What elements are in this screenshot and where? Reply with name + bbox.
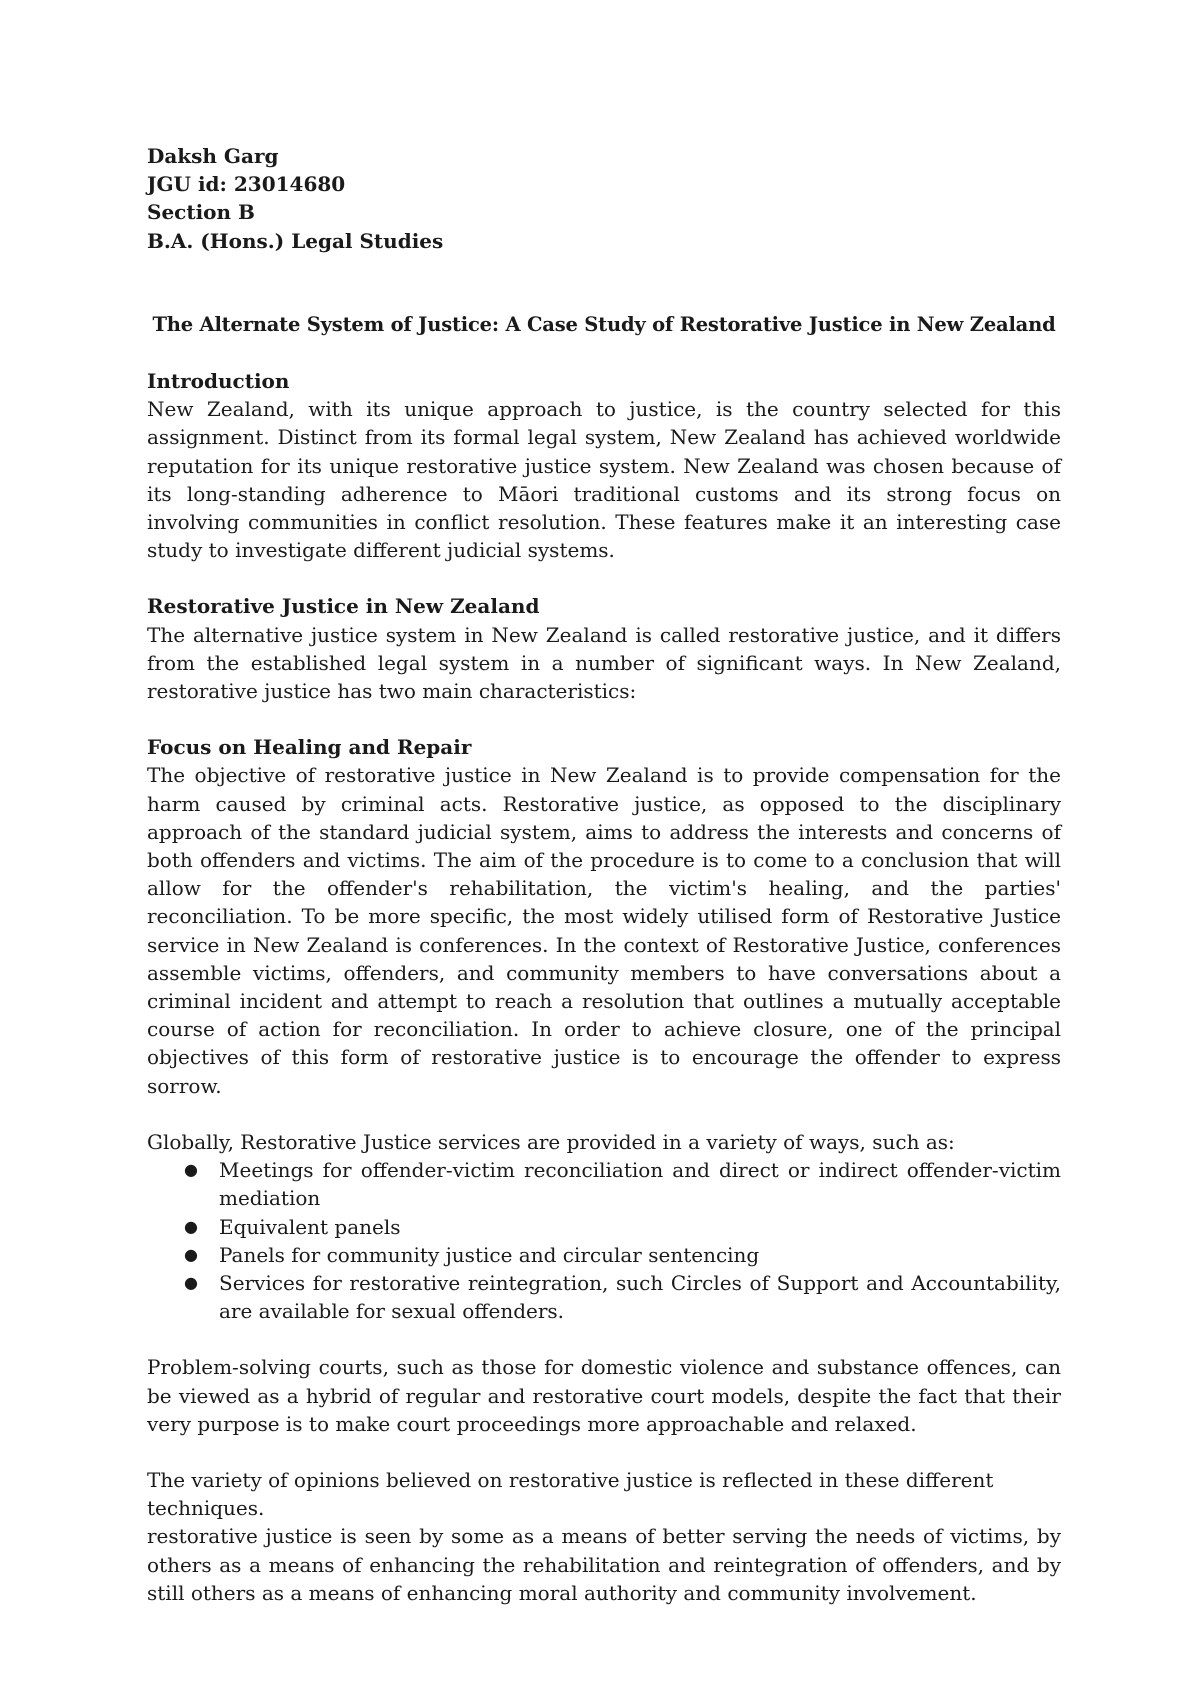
list-item — [184, 1213, 1061, 1241]
bullet-icon: ● — [184, 1216, 198, 1236]
list-item-text: Equivalent panels — [219, 1214, 401, 1239]
global-lead-text: Globally, Restorative Justice services are provided in a variety of ways, such as: — [147, 1129, 955, 1154]
opinions-paragraph: restorative justice is seen by some as a means of better serving the needs of victims, by others as a means of enhancing the rehabilitation and reintegration of offenders, and by still others as a means of enhancing moral authority and community involvement. — [147, 1524, 1061, 1605]
author-block — [147, 142, 1061, 255]
introduction-paragraph: New Zealand, with its unique approach to justice, is the country selected for this assignment. Distinct from its formal legal system, New Zealand has achieved worldwide reputation for its unique restorative justice system. New Zealand was chosen because of its long-standing adherence to Māori traditional customs and its strong focus on involving communities in conflict resolution. These features make it an interesting case study to investigate different judicial systems. — [147, 397, 1061, 563]
restorative-justice-heading: Restorative Justice in New Zealand — [147, 594, 540, 619]
list-item-text: Services for restorative reintegration, such Circles of Support and Accountability, are available for sexual offenders. — [219, 1270, 1061, 1324]
opinions-first-line: The variety of opinions believed on restorative justice is reflected in these different techniques. — [147, 1467, 994, 1521]
courts-paragraph: Problem-solving courts, such as those for domestic violence and substance offences, can be viewed as a hybrid of regular and restorative court models, despite the fact that their very purpose is to make court proceedings more approachable and relaxed. — [147, 1355, 1061, 1436]
section-restorative-justice-nz — [147, 592, 1061, 705]
list-item-text: Panels for community justice and circular sentencing — [219, 1242, 760, 1267]
section-global-services — [147, 1128, 1061, 1325]
restorative-justice-paragraph: The alternative justice system in New Zealand is called restorative justice, and it differs from the established legal system in a number of significant ways. In New Zealand, restorative justice has two main characteristics: — [147, 622, 1061, 704]
services-list — [147, 1156, 1061, 1325]
section-introduction — [147, 367, 1061, 564]
bullet-icon: ● — [184, 1160, 198, 1180]
list-item — [184, 1156, 1061, 1212]
healing-paragraph: The objective of restorative justice in New Zealand is to provide compensation for the harm caused by criminal acts. Restorative justice, as opposed to the disciplinary approach of the standard judicial system, aims to address the interests and concerns of both offenders and victims. The aim of the procedure is to come to a conclusion that will allow for the offender's rehabilitation, the victim's healing, and the parties' reconciliation. To be more specific, the most widely utilised form of Restorative Justice service in New Zealand is conferences. In the context of Restorative Justice, conferences assemble victims, offenders, and community members to have conversations about a criminal incident and attempt to reach a resolution that outlines a mutually acceptable course of action for reconciliation. In order to achieve closure, one of the principal objectives of this form of restorative justice is to encourage the offender to express sorrow. — [147, 763, 1061, 1098]
healing-heading: Focus on Healing and Repair — [147, 735, 472, 760]
document-page — [147, 142, 1061, 1607]
list-item — [184, 1269, 1061, 1325]
bullet-icon: ● — [184, 1272, 198, 1292]
author-id: JGU id: 23014680 — [147, 172, 346, 197]
section-healing-repair — [147, 733, 1061, 1100]
author-name: Daksh Garg — [147, 144, 279, 168]
author-programme: B.A. (Hons.) Legal Studies — [147, 228, 444, 253]
bullet-icon: ● — [184, 1244, 198, 1264]
list-item-text: Meetings for offender-victim reconciliation and direct or indirect offender-victim mediation — [219, 1158, 1061, 1211]
section-opinions — [147, 1466, 1061, 1607]
introduction-heading: Introduction — [147, 369, 290, 394]
section-problem-solving-courts — [147, 1353, 1061, 1438]
list-item — [184, 1241, 1061, 1269]
document-title: The Alternate System of Justice: A Case Study of Restorative Justice in New Zealand — [152, 312, 1056, 336]
author-section: Section B — [147, 200, 255, 225]
